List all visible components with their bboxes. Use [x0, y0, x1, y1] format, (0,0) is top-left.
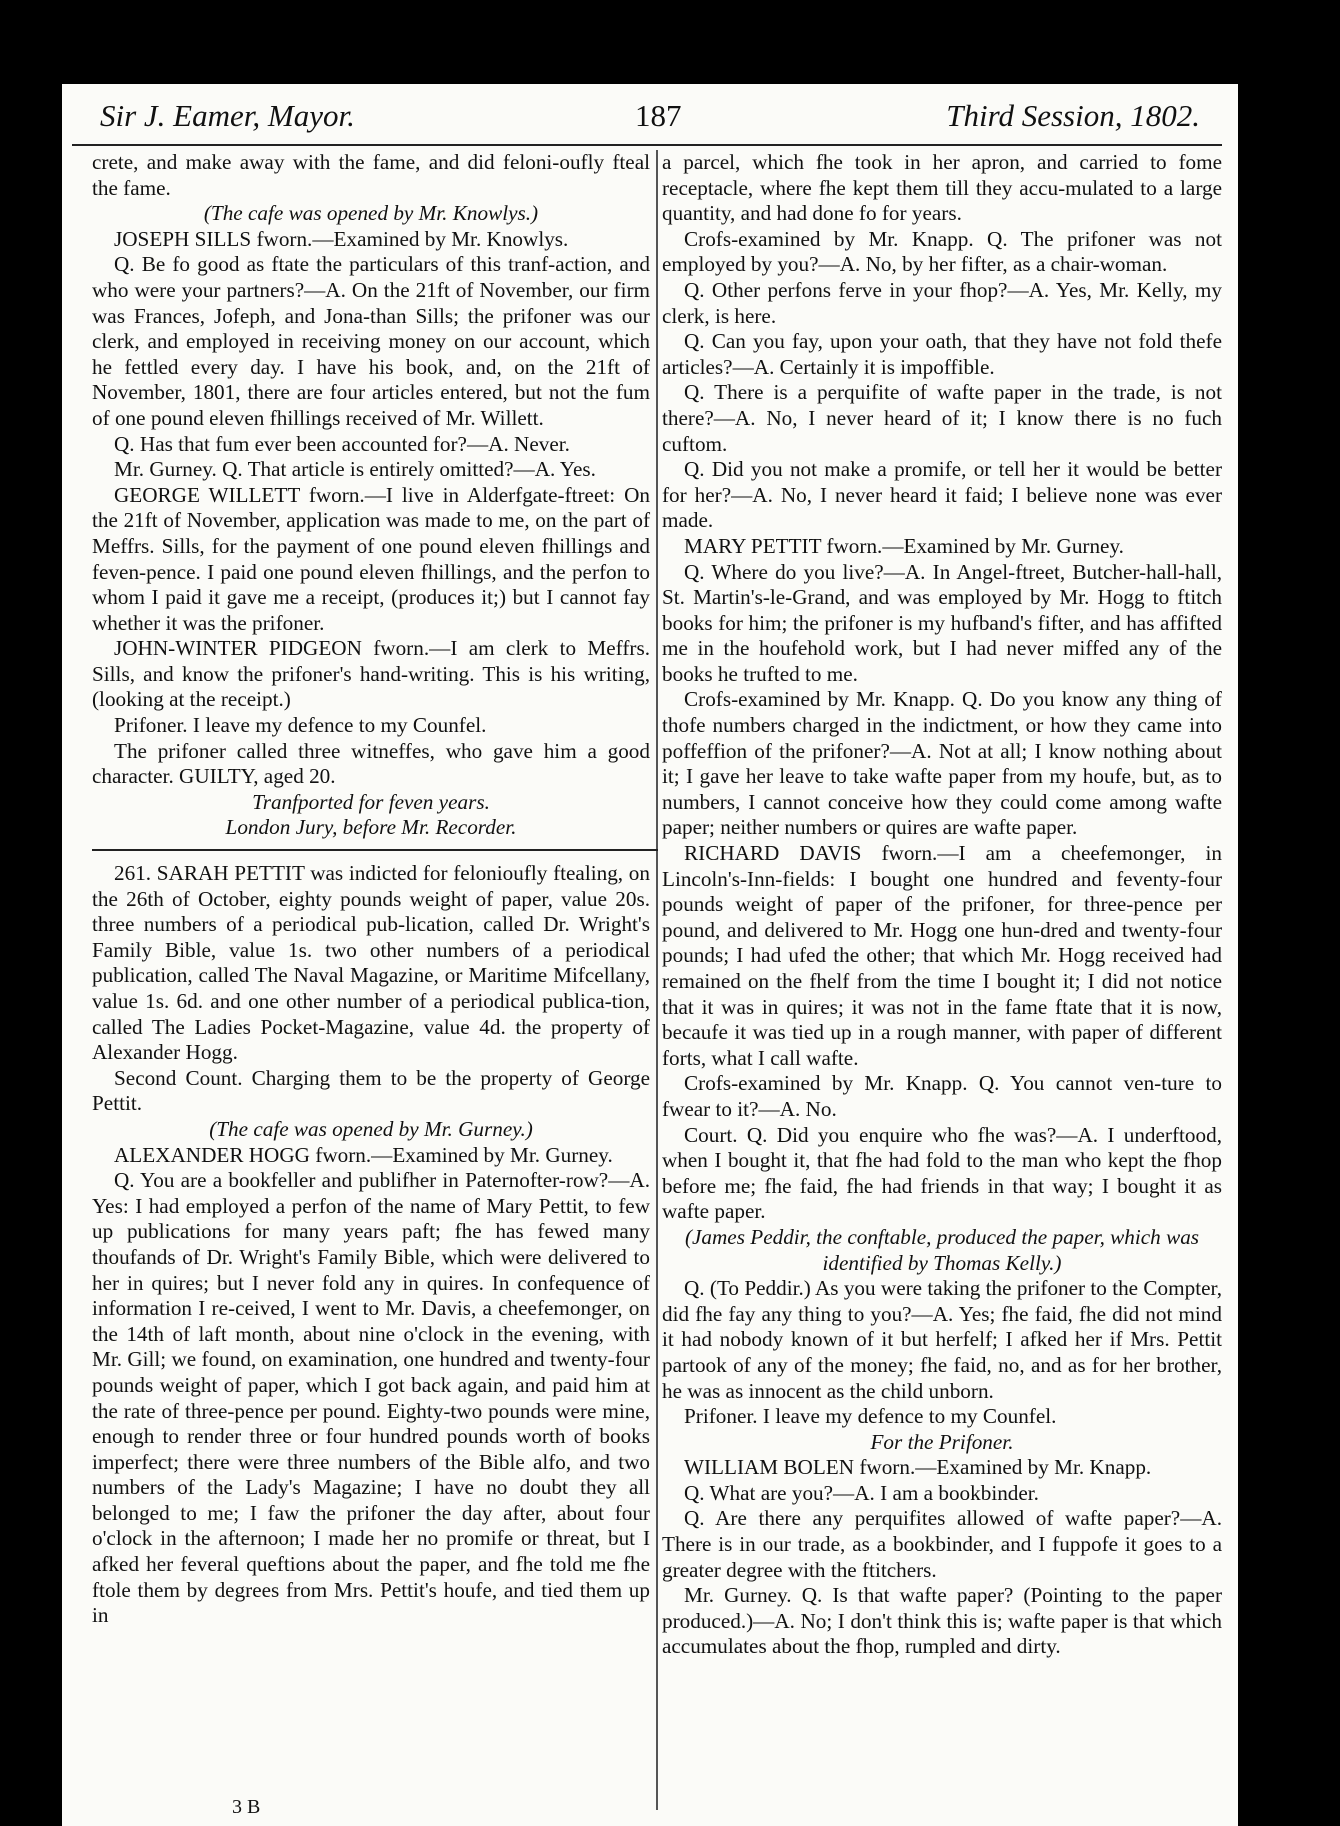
column-divider	[656, 150, 658, 1810]
paragraph: Q. There is a perquifite of wafte paper in the trade, is not there?—A. No, I never heard of it; I know there is no fuch cuftom.	[662, 380, 1222, 456]
paragraph: Mr. Gurney. Q. Is that wafte paper? (Pointing to the paper produced.)—A. No; I don't think this is; wafte paper is that which accumulates about the fhop, rumpled and dirty.	[662, 1583, 1222, 1659]
paragraph: Q. Other perfons ferve in your fhop?—A. Yes, Mr. Kelly, my clerk, is here.	[662, 277, 1222, 328]
header-rule	[72, 144, 1222, 146]
paragraph: Crofs-examined by Mr. Knapp. Q. The prifoner was not employed by you?—A. No, by her fifter, as a chair-woman.	[662, 226, 1222, 277]
paragraph: JOSEPH SILLS fworn.—Examined by Mr. Knowlys.	[114, 226, 569, 251]
paragraph: Mr. Gurney. Q. That article is entirely omitted?—A. Yes.	[114, 457, 596, 482]
paragraph: 261. SARAH PETTIT was indicted for felonioufly ftealing, on the 26th of October, eighty pounds weight of paper, value 20s. three numbers of a periodical pub-lication, called Dr. Wright's Family Bible, value 1s. two other numbers of a periodical publication, called The Naval Magazine, or Maritime Mifcellany, value 1s. 6d. and one other number of a periodical publica-tion, called The Ladies Pocket-Magazine, value 4d. the property of Alexander Hogg.	[92, 861, 650, 1065]
paragraph: Q. Did you not make a promife, or tell her it would be better for her?—A. No, I never heard it faid; I believe none was ever made.	[662, 457, 1222, 533]
paragraph: Prifoner. I leave my defence to my Counfel.	[114, 713, 487, 738]
section-rule	[92, 849, 658, 851]
paragraph: Q. Can you fay, upon your oath, that they have not fold thefe articles?—A. Certainly it is impoffible.	[662, 329, 1222, 379]
paragraph: London Jury, before Mr. Recorder.	[225, 815, 517, 840]
paragraph: RICHARD DAVIS fworn.—I am a cheefemonger, in Lincoln's-Inn-fields: I bought one hundred and feventy-four pounds weight of paper of the prifoner, for three-pence per pound, and delivered to Mr. Hogg one hun-dred and twenty-four pounds; I had ufed the other; that which Mr. Hogg received had remained on the fhelf from the time I bought it; I did not notice that it was in quires; it was not in the fame ftate that it is now, becaufe it was tied up in a rough manner, with paper of different forts, what I call wafte.	[662, 841, 1222, 1070]
header-right: Third Session, 1802.	[946, 98, 1200, 133]
paragraph: Q. What are you?—A. I am a bookbinder.	[684, 1480, 1039, 1505]
paragraph: Prifoner. I leave my defence to my Counfel.	[684, 1404, 1057, 1429]
paragraph: MARY PETTIT fworn.—Examined by Mr. Gurney.	[684, 533, 1124, 558]
paragraph: Q. (To Peddir.) As you were taking the prifoner to the Compter, did fhe fay any thing to you?—A. Yes; fhe faid, fhe did not mind it had nobody known of it but herfelf; I afked her if Mrs. Pettit partook of any of the money; fhe faid, no, and as for her brother, he was as innocent as the child unborn.	[662, 1276, 1222, 1403]
paragraph: Q. Be fo good as ftate the particulars of this tranf-action, and who were your partners?—A. On the 21ft of November, our firm was Frances, Jofeph, and Jona-than Sills; the prifoner was our clerk, and employed in receiving money on our account, which he fettled every day. I have his book, and, on the 21ft of November, 1801, there are four articles entered, but not the fum of one pound eleven fhillings received of Mr. Willett.	[92, 252, 650, 430]
paragraph: The prifoner called three witneffes, who gave him a good character. GUILTY, aged 20.	[92, 738, 650, 789]
paragraph: Crofs-examined by Mr. Knapp. Q. Do you know any thing of thofe numbers charged in the indictment, or how they came into poffeffion of the prifoner?—A. Not at all; I know nothing about it; I gave her leave to take wafte paper from my houfe, but, as to numbers, I cannot conceive how they could come among wafte paper; neither numbers or quires are wafte paper.	[662, 687, 1222, 840]
paragraph: For the Prifoner.	[870, 1429, 1014, 1454]
paragraph: a parcel, which fhe took in her apron, and carried to fome receptacle, where fhe kept them till they accu-mulated to a large quantity, and had done fo for years.	[662, 150, 1222, 226]
document-page	[62, 84, 1238, 1826]
paragraph: Q. Has that fum ever been accounted for?—A. Never.	[114, 431, 570, 456]
page-number: 187	[635, 98, 682, 133]
paragraph: JOHN-WINTER PIDGEON fworn.—I am clerk to Meffrs. Sills, and know the prifoner's hand-writing. This is his writing, (looking at the receipt.)	[92, 636, 650, 712]
paragraph: Q. Are there any perquifites allowed of wafte paper?—A. There is in our trade, as a bookbinder, and I fuppofe it goes to a greater degree with the ftitchers.	[662, 1506, 1222, 1582]
paragraph: crete, and make away with the fame, and did feloni-oufly fteal the fame.	[92, 150, 650, 200]
paragraph: Q. Where do you live?—A. In Angel-ftreet, Butcher-hall-hall, St. Martin's-le-Grand, and was employed by Mr. Hogg to ftitch books for him; the prifoner is my hufband's fifter, and has affifted me in the houfehold work, but I had never miffed any of the books he trufted to me.	[662, 559, 1222, 686]
signature-mark: 3 B	[232, 1796, 261, 1818]
paragraph: GEORGE WILLETT fworn.—I live in Alderfgate-ftreet: On the 21ft of November, application was made to me, on the part of Meffrs. Sills, for the payment of one pound eleven fhillings and feven-pence. I paid one pound eleven fhillings, and the perfon to whom I paid it gave me a receipt, (produces it;) but I cannot fay whether it was the prifoner.	[92, 482, 650, 635]
paragraph: Second Count. Charging them to be the property of George Pettit.	[92, 1065, 650, 1116]
paragraph: Crofs-examined by Mr. Knapp. Q. You cannot ven-ture to fwear to it?—A. No.	[662, 1071, 1222, 1121]
paragraph: ALEXANDER HOGG fworn.—Examined by Mr. Gurney.	[114, 1142, 613, 1167]
paragraph: Tranfported for feven years.	[252, 789, 490, 814]
right-column	[662, 150, 1222, 1660]
left-column	[92, 150, 650, 1629]
paragraph: Court. Q. Did you enquire who fhe was?—A. I underftood, when I bought it, that fhe had fold to the man who kept the fhop before me; fhe faid, fhe had friends in that way; I bought it as wafte paper.	[662, 1122, 1222, 1224]
paragraph: WILLIAM BOLEN fworn.—Examined by Mr. Knapp.	[684, 1455, 1152, 1480]
header-left: Sir J. Eamer, Mayor.	[100, 98, 355, 133]
running-header	[100, 98, 1200, 148]
paragraph: (The cafe was opened by Mr. Gurney.)	[209, 1116, 533, 1141]
paragraph: (James Peddir, the conftable, produced the paper, which was identified by Thomas Kelly.)	[684, 1224, 1200, 1275]
paragraph: (The cafe was opened by Mr. Knowlys.)	[203, 201, 539, 226]
paragraph: Q. You are a bookfeller and publifher in Paternofter-row?—A. Yes: I had employed a perfon of the name of Mary Pettit, to few up publications for many years paft; fhe has fewed many thoufands of Dr. Wright's Family Bible, which were delivered to her in quires; but I never fold any in quires. In confequence of information I re-ceived, I went to Mr. Davis, a cheefemonger, on the 14th of laft month, about nine o'clock in the evening, with Mr. Gill; we found, on examination, one hundred and twenty-four pounds weight of paper, which I got back again, and paid him at the rate of three-pence per pound. Eighty-two pounds were mine, enough to render three or four hundred pounds worth of books imperfect; there were three numbers of the Bible alfo, and two numbers of the Lady's Magazine; I have no doubt they all belonged to me; I faw the prifoner the day after, about four o'clock in the afternoon; I made her no promife or threat, but I afked her feveral queftions about the paper, and fhe told me fhe ftole them by degrees from Mrs. Pettit's houfe, and tied them up in	[92, 1168, 650, 1628]
